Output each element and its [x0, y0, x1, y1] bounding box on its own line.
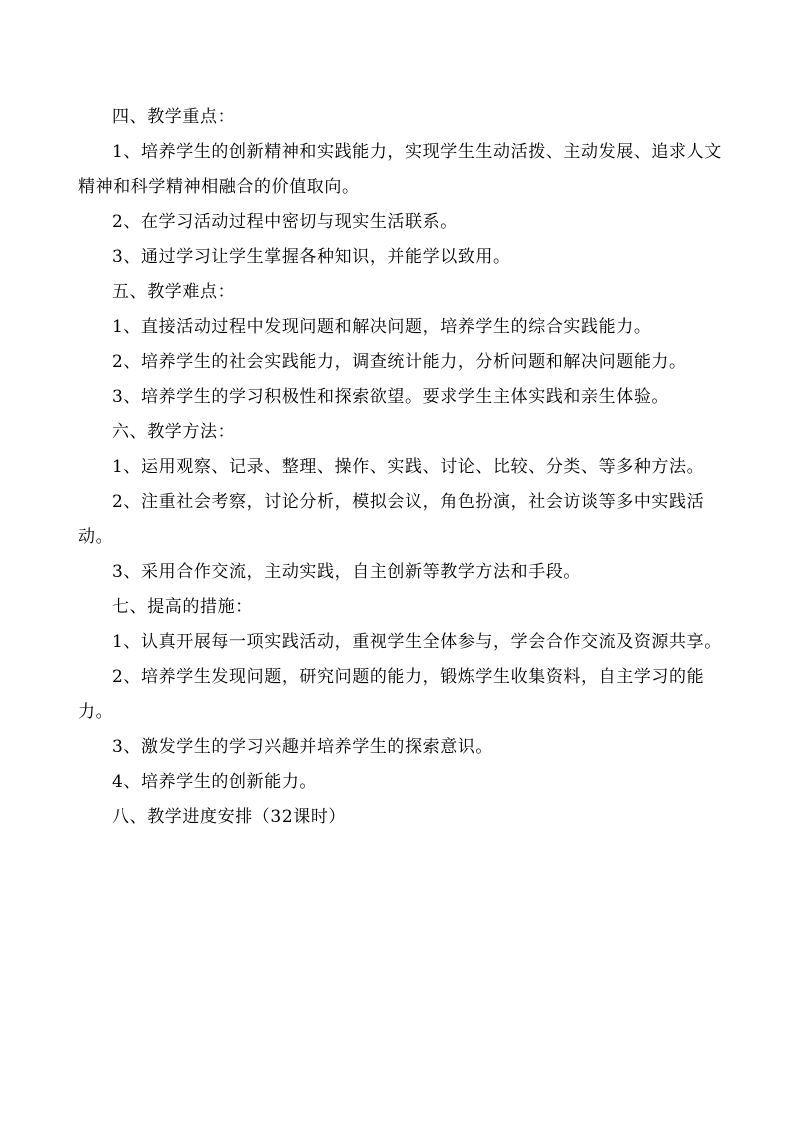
measure-2: 2、培养学生发现问题，研究问题的能力，锻炼学生收集资料，自主学习的能力。 [78, 667, 705, 722]
measure-4: 4、培养学生的创新能力。 [112, 772, 318, 792]
measure-1: 1、认真开展每一项实践活动，重视学生全体参与，学会合作交流及资源共享。 [112, 632, 722, 652]
key-point-3: 3、通过学习让学生掌握各种知识，并能学以致用。 [112, 247, 511, 267]
measure-3: 3、激发学生的学习兴趣并培养学生的探索意识。 [112, 737, 494, 757]
section-heading-schedule: 八、教学进度安排（32课时） [112, 807, 347, 827]
difficulty-1: 1、直接活动过程中发现问题和解决问题，培养学生的综合实践能力。 [112, 317, 652, 337]
difficulty-3: 3、培养学生的学习积极性和探索欲望。要求学生主体实践和亲生体验。 [112, 387, 670, 407]
section-heading-key-points: 四、教学重点： [112, 107, 236, 127]
difficulty-2: 2、培养学生的社会实践能力，调查统计能力，分析问题和解决问题能力。 [112, 352, 687, 372]
method-3: 3、采用合作交流，主动实践，自主创新等教学方法和手段。 [112, 562, 582, 582]
section-heading-methods: 六、教学方法： [112, 422, 236, 442]
section-heading-measures: 七、提高的措施： [112, 597, 253, 617]
key-point-1: 1、培养学生的创新精神和实践能力，实现学生生动活拨、主动发展、追求人文精神和科学精神相融合的价值取向。 [78, 142, 722, 197]
method-1: 1、运用观察、记录、整理、操作、实践、讨论、比较、分类、等多种方法。 [112, 457, 705, 477]
section-heading-difficulties: 五、教学难点： [112, 282, 236, 302]
method-2: 2、注重社会考察，讨论分析，模拟会议，角色扮演，社会访谈等多中实践活动。 [78, 492, 705, 547]
document-body [78, 100, 728, 835]
key-point-2: 2、在学习活动过程中密切与现实生活联系。 [112, 212, 458, 232]
